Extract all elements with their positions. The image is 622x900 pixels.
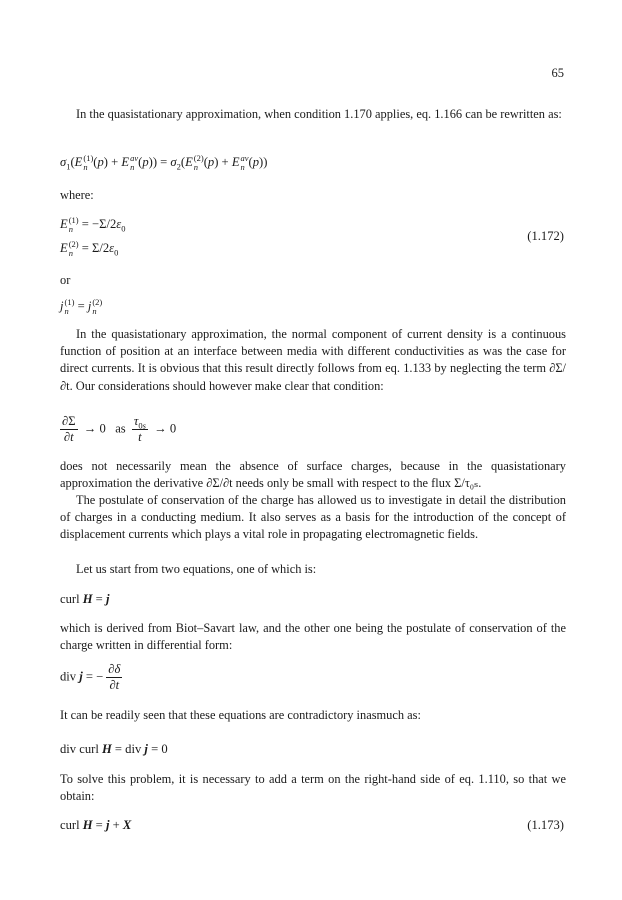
equation-div-curl: div curl H = div j = 0 [60, 742, 168, 756]
page-number: 65 [551, 66, 564, 80]
equation-curl-h-x: curl H = j + X [60, 818, 132, 832]
equation-curl-h: curl H = j [60, 592, 110, 606]
paragraph-two-equations: Let us start from two equations, one of which is: [76, 562, 317, 576]
equation-number-1-173: (1.173) [527, 818, 564, 832]
paragraph-continuity: In the quasistationary approximation, the normal component of current density is a continuous function of position at an interface between media with different conductivities as was the case for direct currents. It is obvious that this result directly follows from eq. 1.133 by neglecting the term ∂Σ/∂t. Our considerations should however make clear that condition: [60, 327, 566, 393]
equation-current-density: j (1) n = j (2) n [60, 297, 103, 316]
paragraph-surface-charges: does not necessarily mean the absence of surface charges, because in the quasistationary approximation the derivative ∂Σ/∂t needs only be small with respect to the flux Σ/τ₀ₛ. [60, 459, 566, 491]
equation-div-j: div j = − $\frac{\partial\delta}{\partial t}$ [60, 662, 121, 692]
equation-e2: E (2) n = $\Sigma/2\varepsilon_0$ [60, 239, 119, 258]
paragraph-biot-savart: which is derived from Biot–Savart law, and the other one being the postulate of conservation of the charge written in differential form: [60, 621, 566, 653]
or-label: or [60, 273, 71, 287]
equation-e1: E (1) n = $-\Sigma/2\varepsilon_0$ [60, 215, 126, 234]
where-label: where: [60, 188, 94, 202]
paragraph-solve: To solve this problem, it is necessary to add a term on the right-hand side of eq. 1.110, so that we obtain: [60, 772, 566, 804]
paragraph-intro: In the quasistationary approximation, when condition 1.170 applies, eq. 1.166 can be rewritten as: [76, 107, 562, 121]
equation-boundary: $\sigma_1(E$ (1) n (p) + E av n $(p)) = \sigma_2(E$ (2) n (p) + E av n (p)) [60, 153, 268, 172]
paragraph-contradictory: It can be readily seen that these equations are contradictory inasmuch as: [60, 708, 421, 722]
equation-condition: $\frac{\partial\Sigma}{\partial t}$ → 0 as $\frac{\tau_{0s}}{t}$ → 0 [62, 414, 177, 444]
paragraph-conservation: The postulate of conservation of the charge has allowed us to investigate in detail the distribution of charges in a conducting medium. It also serves as a basis for the introduction of the concept of displacement currents which plays a vital role in propagating electromagnetic fields. [60, 493, 566, 542]
equation-number-1-172: (1.172) [527, 229, 564, 243]
